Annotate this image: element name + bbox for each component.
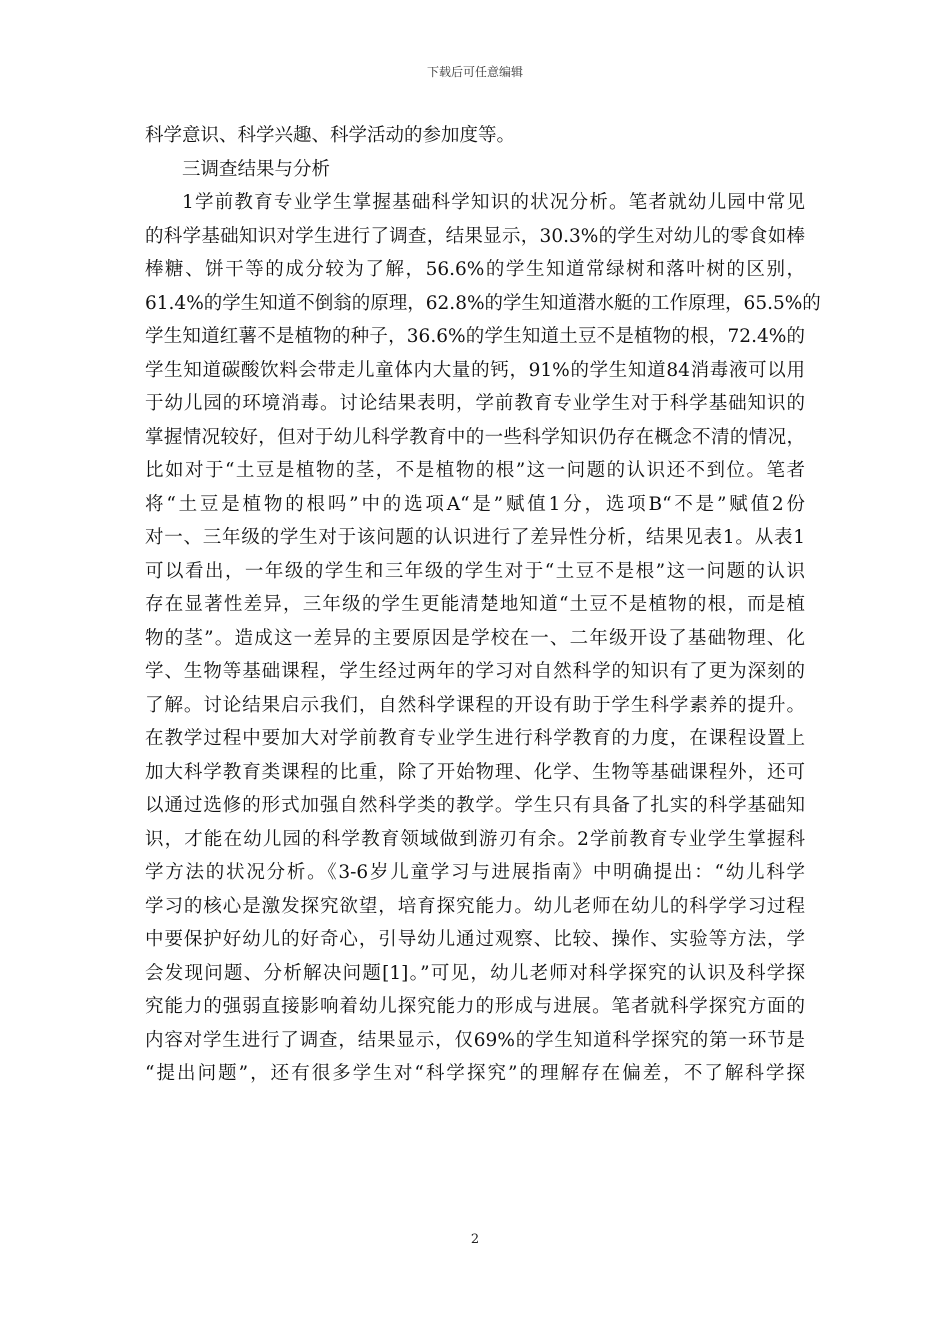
text-line: 于幼儿园的环境消毒。讨论结果表明，学前教育专业学生对于科学基础知识的 xyxy=(145,393,805,414)
text-line: 中要保护好幼儿的好奇心，引导幼儿通过观察、比较、操作、实验等方法，学 xyxy=(145,929,805,950)
text-line: 了解。讨论结果启示我们，自然科学课程的开设有助于学生科学素养的提升。 xyxy=(145,694,805,716)
text-line: 加大科学教育类课程的比重，除了开始物理、化学、生物等基础课程外，还可 xyxy=(145,761,805,783)
text-line: 在教学过程中要加大对学前教育专业学生进行科学教育的力度，在课程设置上 xyxy=(145,728,805,749)
text-line: 会发现问题、分析解决问题[1]。”可见，幼儿老师对科学探究的认识及科学探 xyxy=(145,962,805,984)
text-line: 内容对学生进行了调查，结果显示，仅69%的学生知道科学探究的第一环节是 xyxy=(145,1029,805,1051)
text-line: 对一、三年级的学生对于该问题的认识进行了差异性分析，结果见表1。从表1 xyxy=(145,527,805,548)
text-line: 科学意识、科学兴趣、科学活动的参加度等。 xyxy=(145,125,516,146)
text-line: 识，才能在幼儿园的科学教育领域做到游刃有余。2学前教育专业学生掌握科 xyxy=(145,828,805,850)
text-line: 学、生物等基础课程，学生经过两年的学习对自然科学的知识有了更为深刻的 xyxy=(145,661,805,682)
text-line: 存在显著性差异，三年级的学生更能清楚地知道“土豆不是植物的根，而是植 xyxy=(145,594,805,615)
page-header: 下载后可任意编辑 xyxy=(426,65,523,79)
text-line: 的科学基础知识对学生进行了调查，结果显示，30.3%的学生对幼儿的零食如棒 xyxy=(145,225,805,247)
text-line: 学生知道红薯不是植物的种子，36.6%的学生知道土豆不是植物的根，72.4%的 xyxy=(145,326,805,347)
page-number: 2 xyxy=(470,1232,480,1247)
text-line: 61.4%的学生知道不倒翁的原理，62.8%的学生知道潜水艇的工作原理，65.5%的 xyxy=(145,292,821,314)
text-line: 学习的核心是激发探究欲望，培育探究能力。幼儿老师在幼儿的科学学习过程 xyxy=(145,895,805,917)
section-heading: 三调查结果与分析 xyxy=(182,158,331,180)
text-line: 物的茎”。造成这一差异的主要原因是学校在一、二年级开设了基础物理、化 xyxy=(145,627,805,649)
text-line: 以通过选修的形式加强自然科学类的教学。学生只有具备了扎实的科学基础知 xyxy=(145,795,805,816)
document-body xyxy=(145,119,821,1091)
text-line: 将“土豆是植物的根吗”中的选项A“是”赋值1分，选项B“不是”赋值2份 xyxy=(145,493,805,515)
text-line: 1学前教育专业学生掌握基础科学知识的状况分析。笔者就幼儿园中常见 xyxy=(182,192,805,213)
text-line: “提出问题”，还有很多学生对“科学探究”的理解存在偏差，不了解科学探 xyxy=(145,1063,805,1084)
text-line: 学生知道碳酸饮料会带走儿童体内大量的钙，91%的学生知道84消毒液可以用 xyxy=(145,359,805,381)
text-line: 掌握情况较好，但对于幼儿科学教育中的一些科学知识仍存在概念不清的情况， xyxy=(145,426,805,448)
text-line: 究能力的强弱直接影响着幼儿探究能力的形成与进展。笔者就科学探究方面的 xyxy=(145,996,805,1017)
text-line: 学方法的状况分析。《3-6岁儿童学习与进展指南》中明确提出：“幼儿科学 xyxy=(145,862,805,883)
text-line: 可以看出，一年级的学生和三年级的学生对于“土豆不是根”这一问题的认识 xyxy=(145,560,805,582)
text-line: 比如对于“土豆是植物的茎，不是植物的根”这一问题的认识还不到位。笔者 xyxy=(145,460,805,481)
text-line: 棒糖、饼干等的成分较为了解，56.6%的学生知道常绿树和落叶树的区别， xyxy=(145,259,805,280)
